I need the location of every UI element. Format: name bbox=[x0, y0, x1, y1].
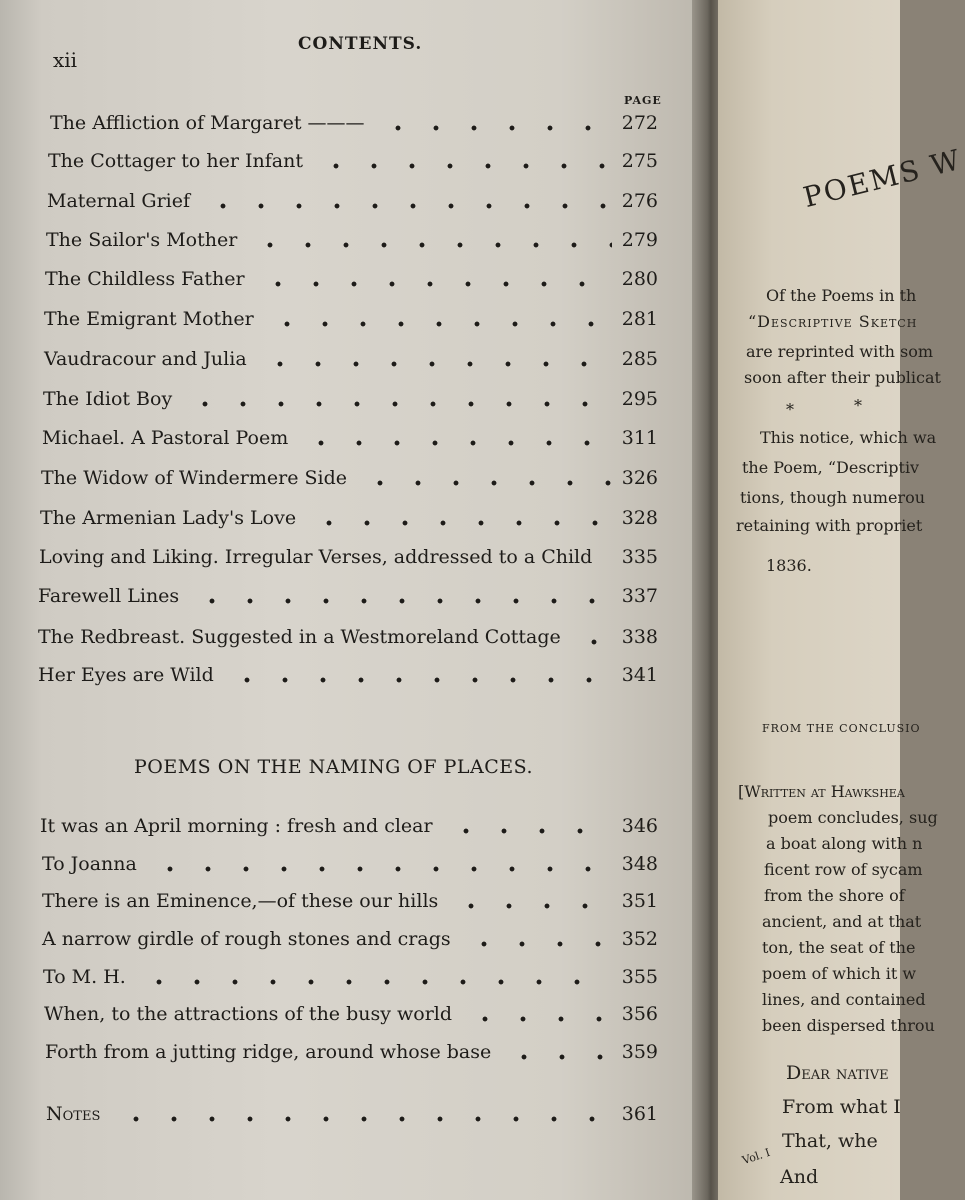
places-entry-page: 348 bbox=[621, 853, 658, 875]
contents-entry-title: Her Eyes are Wild bbox=[38, 664, 214, 686]
right-page-heading: POEMS W bbox=[800, 142, 965, 215]
places-entry-title: It was an April morning : fresh and clear bbox=[40, 815, 433, 837]
contents-entry-leaders bbox=[251, 242, 611, 248]
right-verse-line4: And bbox=[780, 1166, 819, 1188]
contents-entry-page: 335 bbox=[621, 546, 658, 568]
right-bracket-line5: from the shore of bbox=[764, 886, 905, 905]
contents-entry bbox=[0, 664, 700, 694]
places-entry-title: When, to the attractions of the busy world bbox=[44, 1003, 453, 1025]
places-entry-page: 346 bbox=[621, 815, 658, 837]
contents-entry-page: 280 bbox=[621, 268, 658, 290]
contents-entry-leaders bbox=[228, 677, 612, 683]
contents-entry-page: 337 bbox=[621, 585, 658, 607]
right-verse-line2: From what I bbox=[782, 1096, 901, 1118]
right-para2-line4: retaining with propriet bbox=[736, 516, 923, 535]
contents-entry bbox=[0, 112, 700, 142]
contents-entry-page: 285 bbox=[621, 348, 658, 370]
contents-entry-page: 328 bbox=[621, 507, 658, 529]
contents-entry-leaders bbox=[302, 440, 612, 446]
places-entry-leaders bbox=[466, 1016, 612, 1022]
notes-entry-leaders bbox=[117, 1116, 612, 1122]
places-entry bbox=[0, 1041, 700, 1071]
section-title: POEMS ON THE NAMING OF PLACES. bbox=[134, 756, 533, 778]
places-entry bbox=[0, 966, 700, 996]
contents-entry bbox=[0, 585, 700, 615]
contents-entry-page: 272 bbox=[621, 112, 658, 134]
contents-entry-page: 281 bbox=[621, 308, 658, 330]
right-year: 1836. bbox=[766, 556, 812, 575]
right-para1-line4: soon after their publicat bbox=[744, 368, 941, 387]
contents-entry-page: 275 bbox=[621, 150, 658, 172]
contents-entry-leaders bbox=[259, 281, 612, 287]
contents-entry-page: 326 bbox=[621, 467, 658, 489]
contents-entry-title: The Emigrant Mother bbox=[44, 308, 254, 330]
contents-entry bbox=[0, 229, 700, 259]
places-entry-title: Forth from a jutting ridge, around whose base bbox=[45, 1041, 492, 1063]
contents-entry-title: The Sailor's Mother bbox=[46, 229, 238, 251]
places-entry bbox=[0, 1003, 700, 1033]
contents-entry-title: The Armenian Lady's Love bbox=[40, 507, 297, 529]
places-entry-leaders bbox=[452, 903, 611, 909]
contents-entry bbox=[0, 467, 700, 497]
places-entry-page: 355 bbox=[621, 966, 658, 988]
places-entry-title: To Joanna bbox=[42, 853, 137, 875]
contents-entry bbox=[0, 190, 700, 220]
contents-entry-title: The Affliction of Margaret ——— bbox=[50, 112, 365, 134]
right-bracket-line8: poem of which it w bbox=[762, 964, 917, 983]
places-entry-leaders bbox=[447, 828, 612, 834]
contents-entry bbox=[0, 150, 700, 180]
right-bracket-line1: [Written at Hawkshea bbox=[738, 782, 905, 801]
right-star-2: * bbox=[854, 396, 862, 415]
contents-entry-page: 311 bbox=[621, 427, 658, 449]
places-entry bbox=[0, 928, 700, 958]
notes-entry bbox=[0, 1103, 700, 1133]
notes-entry-page: 361 bbox=[621, 1103, 658, 1125]
places-entry-page: 359 bbox=[621, 1041, 658, 1063]
contents-entry-page: 276 bbox=[621, 190, 658, 212]
right-bracket-line2: poem concludes, sug bbox=[768, 808, 938, 827]
places-entry-page: 356 bbox=[621, 1003, 658, 1025]
places-entry-leaders bbox=[151, 866, 612, 872]
contents-entry-title: Maternal Grief bbox=[47, 190, 191, 212]
right-bracket-line4: ficent row of sycam bbox=[764, 860, 923, 879]
contents-entry bbox=[0, 507, 700, 537]
right-star-1: * bbox=[786, 400, 794, 419]
contents-entry-page: 295 bbox=[621, 388, 658, 410]
right-bracket-line10: been dispersed throu bbox=[762, 1016, 935, 1035]
places-entry bbox=[0, 815, 700, 845]
page-column-label: PAGE bbox=[624, 94, 662, 107]
contents-entry bbox=[0, 546, 700, 576]
contents-entry-leaders bbox=[361, 480, 612, 486]
right-bracket-line7: ton, the seat of the bbox=[762, 938, 916, 957]
contents-entry-title: Loving and Liking. Irregular Verses, addressed to a Child bbox=[39, 546, 593, 568]
contents-entry-page: 341 bbox=[621, 664, 658, 686]
places-entry bbox=[0, 890, 700, 920]
places-entry-title: To M. H. bbox=[43, 966, 126, 988]
contents-entry-title: The Idiot Boy bbox=[43, 388, 173, 410]
contents-entry-title: The Childless Father bbox=[45, 268, 245, 290]
contents-entry-leaders bbox=[606, 559, 611, 565]
contents-entry-leaders bbox=[379, 125, 612, 131]
places-entry bbox=[0, 853, 700, 883]
places-entry-leaders bbox=[140, 979, 612, 985]
contents-entry-leaders bbox=[310, 520, 612, 526]
contents-entry bbox=[0, 388, 700, 418]
contents-entry-title: The Widow of Windermere Side bbox=[41, 467, 348, 489]
places-entry-leaders bbox=[465, 941, 612, 947]
right-page bbox=[718, 0, 965, 1200]
contents-entry-leaders bbox=[186, 401, 612, 407]
places-entry-title: There is an Eminence,—of these our hills bbox=[42, 890, 439, 912]
contents-entry-page: 338 bbox=[621, 626, 658, 648]
contents-entry-title: Farewell Lines bbox=[38, 585, 180, 607]
contents-entry-title: The Cottager to her Infant bbox=[48, 150, 303, 172]
right-bracket-line3: a boat along with n bbox=[766, 834, 923, 853]
contents-entry-title: Michael. A Pastoral Poem bbox=[42, 427, 289, 449]
contents-entry-leaders bbox=[261, 361, 612, 367]
right-bracket-line6: ancient, and at that bbox=[762, 912, 922, 931]
right-para1-line3: are reprinted with som bbox=[746, 342, 934, 361]
right-para2-line2: the Poem, “Descriptiv bbox=[742, 458, 920, 477]
places-entry-page: 352 bbox=[621, 928, 658, 950]
right-verse-line1: Dear native bbox=[786, 1062, 889, 1084]
right-para1-line2: “Descriptive Sketch bbox=[748, 312, 918, 331]
right-verse-line3: That, whe bbox=[782, 1130, 878, 1152]
places-entry-title: A narrow girdle of rough stones and crags bbox=[42, 928, 451, 950]
folio-number: xii bbox=[53, 48, 78, 72]
notes-entry-title: Notes bbox=[46, 1103, 101, 1125]
right-section-head: FROM THE CONCLUSIO bbox=[762, 722, 921, 735]
contents-entry-title: The Redbreast. Suggested in a Westmoreland Cottage bbox=[38, 626, 561, 648]
contents-entry-leaders bbox=[193, 598, 612, 604]
contents-entry bbox=[0, 626, 700, 656]
right-para2-line3: tions, though numerou bbox=[740, 488, 926, 507]
right-para2-line1: This notice, which wa bbox=[760, 428, 937, 447]
right-bracket-line9: lines, and contained bbox=[762, 990, 926, 1009]
contents-entry-leaders bbox=[204, 203, 612, 209]
places-entry-page: 351 bbox=[621, 890, 658, 912]
contents-entry-leaders bbox=[268, 321, 612, 327]
places-entry-leaders bbox=[505, 1054, 611, 1060]
contents-entry-leaders bbox=[575, 639, 612, 645]
running-head: CONTENTS. bbox=[298, 34, 423, 54]
right-para1-line1: Of the Poems in th bbox=[766, 286, 917, 305]
contents-entry bbox=[0, 348, 700, 378]
contents-entry-title: Vaudracour and Julia bbox=[44, 348, 247, 370]
contents-entry-leaders bbox=[317, 163, 612, 169]
contents-entry bbox=[0, 427, 700, 457]
contents-entry-page: 279 bbox=[621, 229, 658, 251]
contents-entry bbox=[0, 308, 700, 338]
contents-entry bbox=[0, 268, 700, 298]
right-footer: Vol. I bbox=[740, 1145, 772, 1168]
